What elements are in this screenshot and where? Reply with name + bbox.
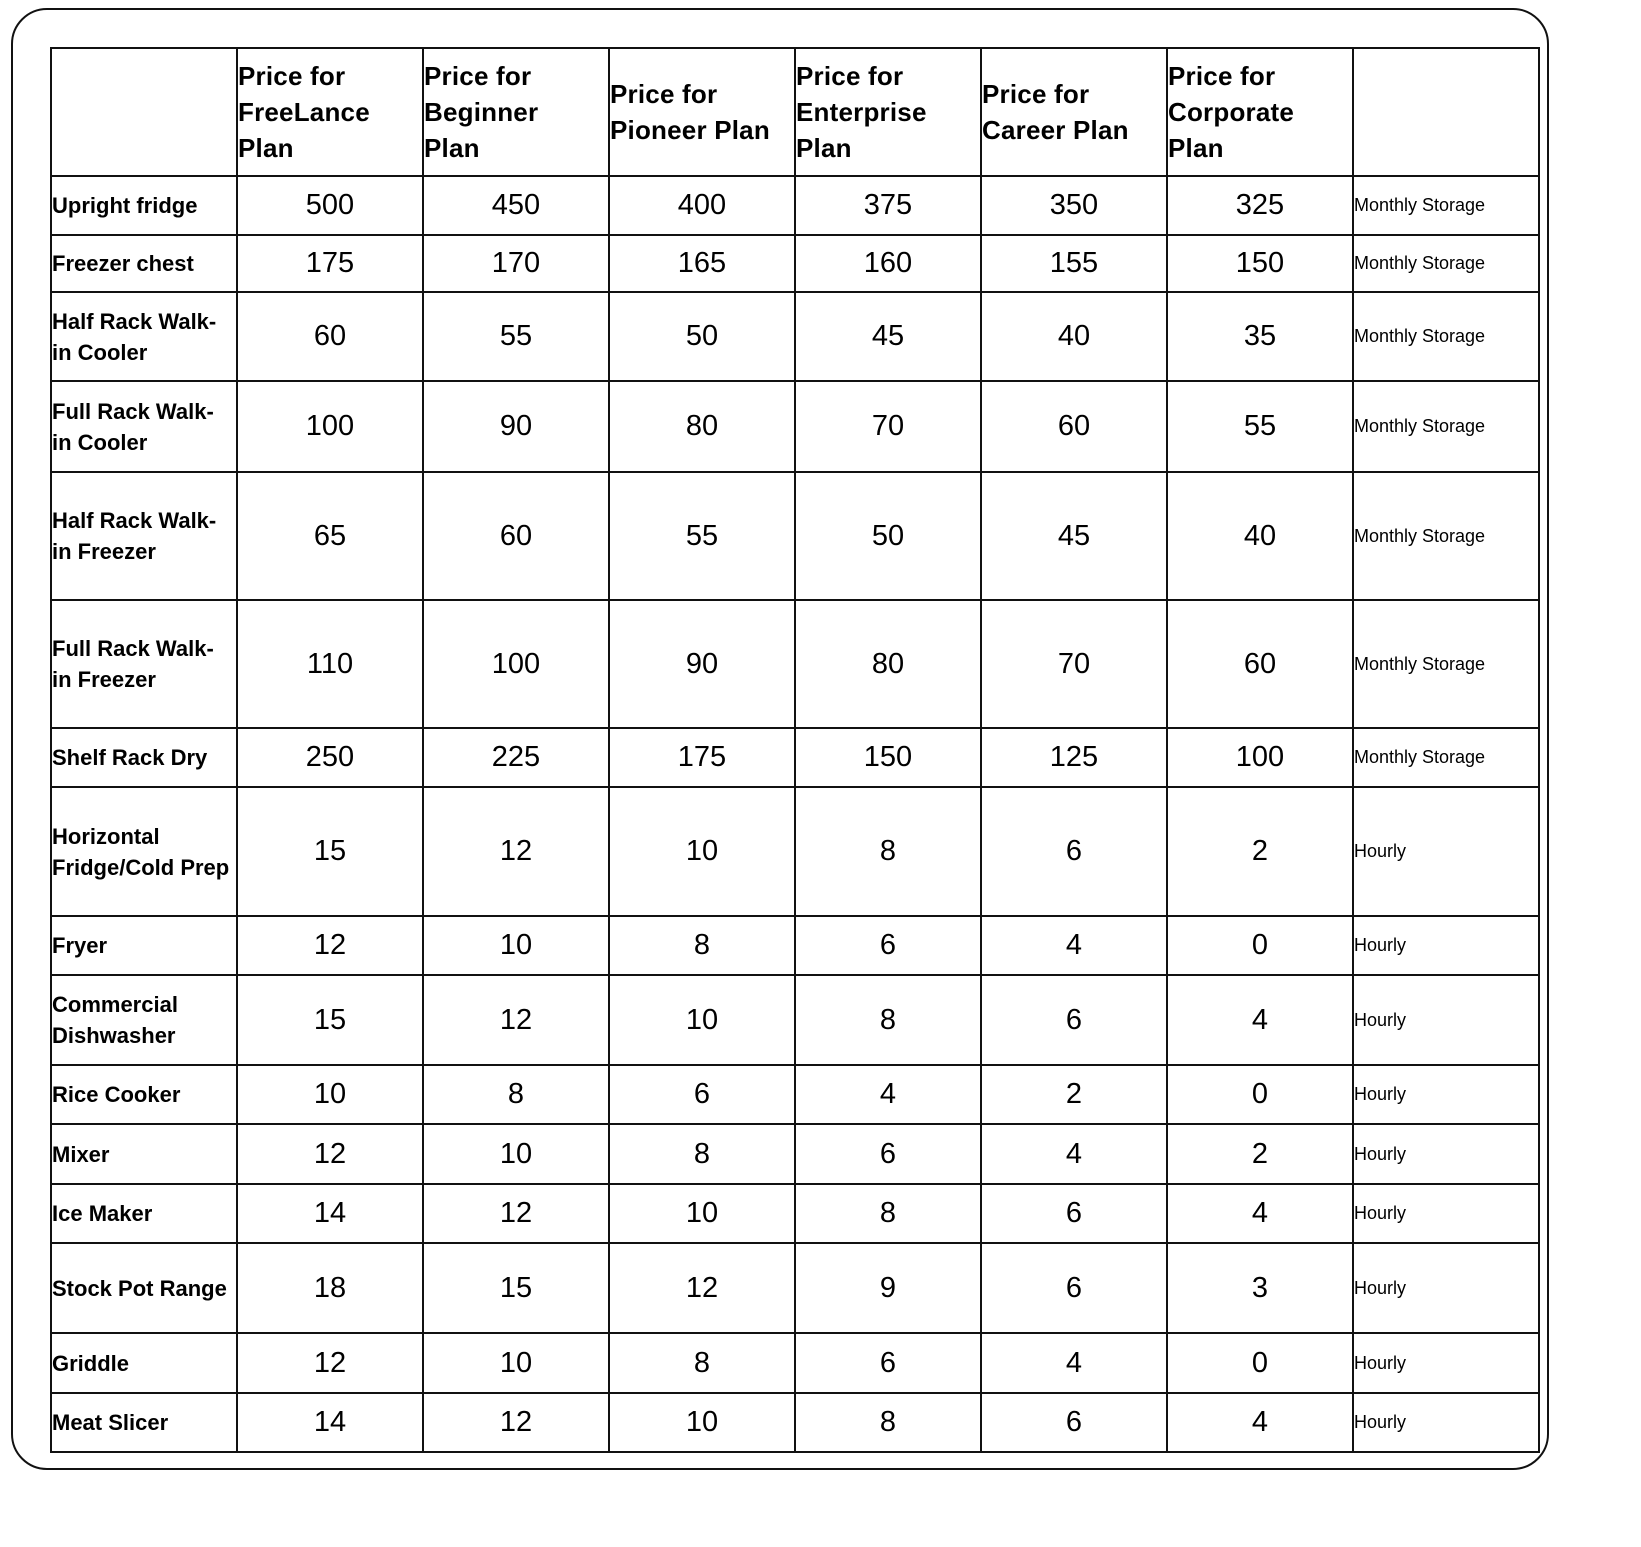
item-name-cell (51, 1393, 237, 1452)
table-row (51, 1184, 1539, 1243)
item-name: Fryer (52, 933, 108, 958)
item-name: Freezer chest (52, 251, 194, 276)
table-row (51, 1124, 1539, 1184)
item-name-cell (51, 1243, 237, 1333)
item-name: Full Rack Walk-in Cooler (52, 398, 214, 455)
price-cell: 55 (423, 292, 609, 381)
item-name-cell (51, 1124, 237, 1184)
billing-unit-cell: Monthly Storage (1353, 176, 1539, 235)
price-cell: 2 (1167, 1124, 1353, 1184)
pricing-table (50, 47, 1540, 1453)
price-cell: 55 (1167, 381, 1353, 472)
price-cell: 10 (423, 1333, 609, 1393)
billing-unit-cell: Hourly (1353, 1124, 1539, 1184)
item-name: Shelf Rack Dry (52, 745, 208, 770)
price-cell: 80 (795, 600, 981, 728)
price-cell: 8 (795, 975, 981, 1065)
item-name: Stock Pot Range (52, 1275, 227, 1301)
price-cell: 12 (237, 916, 423, 975)
table-row (51, 728, 1539, 787)
column-header-label: Price for Beginner Plan (424, 61, 539, 163)
price-cell: 6 (981, 1243, 1167, 1333)
price-cell: 10 (609, 975, 795, 1065)
price-cell: 8 (795, 1393, 981, 1452)
price-cell: 250 (237, 728, 423, 787)
price-cell: 400 (609, 176, 795, 235)
price-cell: 155 (981, 235, 1167, 292)
price-cell: 100 (1167, 728, 1353, 787)
item-name: Half Rack Walk-in Cooler (52, 308, 217, 365)
item-name: Meat Slicer (52, 1410, 169, 1435)
price-cell: 14 (237, 1393, 423, 1452)
item-name-cell (51, 600, 237, 728)
price-cell: 12 (237, 1124, 423, 1184)
table-row (51, 600, 1539, 728)
price-cell: 40 (1167, 472, 1353, 600)
price-cell: 55 (609, 472, 795, 600)
price-cell: 4 (981, 1333, 1167, 1393)
price-cell: 165 (609, 235, 795, 292)
price-cell: 90 (609, 600, 795, 728)
price-cell: 110 (237, 600, 423, 728)
column-header-beginner (423, 48, 609, 176)
table-row (51, 1065, 1539, 1124)
item-name: Upright fridge (52, 193, 198, 218)
pricing-table-body (51, 176, 1539, 1452)
price-cell: 12 (423, 975, 609, 1065)
item-name: Ice Maker (52, 1201, 153, 1226)
item-name-cell (51, 1333, 237, 1393)
item-name: Half Rack Walk-in Freezer (52, 508, 217, 564)
price-cell: 8 (423, 1065, 609, 1124)
price-cell: 14 (237, 1184, 423, 1243)
price-cell: 125 (981, 728, 1167, 787)
price-cell: 70 (795, 381, 981, 472)
billing-unit-cell: Hourly (1353, 975, 1539, 1065)
column-header-career (981, 48, 1167, 176)
price-cell: 160 (795, 235, 981, 292)
item-name-cell (51, 787, 237, 916)
price-cell: 100 (237, 381, 423, 472)
price-cell: 15 (237, 787, 423, 916)
price-cell: 12 (609, 1243, 795, 1333)
price-cell: 60 (981, 381, 1167, 472)
price-cell: 4 (795, 1065, 981, 1124)
price-cell: 10 (423, 1124, 609, 1184)
table-row (51, 292, 1539, 381)
price-cell: 6 (981, 1184, 1167, 1243)
price-cell: 100 (423, 600, 609, 728)
column-header-label: Price for FreeLance Plan (238, 61, 370, 163)
price-cell: 45 (795, 292, 981, 381)
billing-unit-cell: Hourly (1353, 1065, 1539, 1124)
table-row (51, 975, 1539, 1065)
price-cell: 6 (981, 1393, 1167, 1452)
price-cell: 3 (1167, 1243, 1353, 1333)
column-header-pioneer (609, 48, 795, 176)
price-cell: 450 (423, 176, 609, 235)
price-cell: 18 (237, 1243, 423, 1333)
price-cell: 325 (1167, 176, 1353, 235)
price-cell: 375 (795, 176, 981, 235)
price-cell: 8 (609, 916, 795, 975)
item-name-cell (51, 728, 237, 787)
column-header-freelance (237, 48, 423, 176)
table-row (51, 235, 1539, 292)
billing-unit-cell: Monthly Storage (1353, 381, 1539, 472)
item-name-cell (51, 176, 237, 235)
price-cell: 45 (981, 472, 1167, 600)
item-name: Horizontal Fridge/Cold Prep (52, 823, 230, 880)
item-name-cell (51, 975, 237, 1065)
price-cell: 2 (1167, 787, 1353, 916)
price-cell: 9 (795, 1243, 981, 1333)
price-cell: 175 (237, 235, 423, 292)
billing-unit-cell: Monthly Storage (1353, 600, 1539, 728)
price-cell: 35 (1167, 292, 1353, 381)
price-cell: 8 (609, 1124, 795, 1184)
table-row (51, 1393, 1539, 1452)
price-cell: 40 (981, 292, 1167, 381)
price-cell: 60 (1167, 600, 1353, 728)
table-row (51, 381, 1539, 472)
item-name: Mixer (52, 1141, 110, 1167)
item-name: Griddle (52, 1350, 130, 1376)
price-cell: 4 (981, 1124, 1167, 1184)
column-header-label: Price for Corporate Plan (1168, 61, 1295, 163)
price-cell: 350 (981, 176, 1167, 235)
price-cell: 0 (1167, 1065, 1353, 1124)
price-cell: 12 (423, 1393, 609, 1452)
price-cell: 150 (795, 728, 981, 787)
item-name-cell (51, 235, 237, 292)
item-name-cell (51, 1184, 237, 1243)
billing-unit-cell: Hourly (1353, 1184, 1539, 1243)
billing-unit-cell: Hourly (1353, 1393, 1539, 1452)
price-cell: 6 (981, 975, 1167, 1065)
item-name-cell (51, 916, 237, 975)
card-frame (11, 8, 1549, 1470)
billing-unit-cell: Monthly Storage (1353, 292, 1539, 381)
billing-unit-cell: Hourly (1353, 916, 1539, 975)
price-cell: 8 (609, 1333, 795, 1393)
billing-unit-cell: Hourly (1353, 1243, 1539, 1333)
price-cell: 12 (423, 787, 609, 916)
price-cell: 6 (795, 1124, 981, 1184)
price-cell: 50 (795, 472, 981, 600)
item-name-cell (51, 1065, 237, 1124)
price-cell: 225 (423, 728, 609, 787)
item-name: Full Rack Walk-in Freezer (52, 636, 214, 692)
price-cell: 12 (237, 1333, 423, 1393)
price-cell: 12 (423, 1184, 609, 1243)
column-header-corporate (1167, 48, 1353, 176)
price-cell: 2 (981, 1065, 1167, 1124)
item-name: Commercial Dishwasher (52, 992, 178, 1048)
column-header-label: Price for Pioneer Plan (610, 79, 770, 145)
price-cell: 60 (423, 472, 609, 600)
price-cell: 10 (237, 1065, 423, 1124)
billing-unit-cell: Hourly (1353, 1333, 1539, 1393)
price-cell: 8 (795, 1184, 981, 1243)
billing-unit-cell: Monthly Storage (1353, 472, 1539, 600)
price-cell: 60 (237, 292, 423, 381)
price-cell: 175 (609, 728, 795, 787)
item-name-cell (51, 292, 237, 381)
price-cell: 10 (423, 916, 609, 975)
price-cell: 10 (609, 1393, 795, 1452)
table-row (51, 176, 1539, 235)
item-name: Rice Cooker (52, 1082, 181, 1107)
table-row (51, 1333, 1539, 1393)
price-cell: 10 (609, 1184, 795, 1243)
price-cell: 10 (609, 787, 795, 916)
price-cell: 6 (795, 1333, 981, 1393)
table-row (51, 787, 1539, 916)
price-cell: 15 (237, 975, 423, 1065)
billing-unit-cell: Monthly Storage (1353, 235, 1539, 292)
price-cell: 6 (795, 916, 981, 975)
price-cell: 50 (609, 292, 795, 381)
price-cell: 15 (423, 1243, 609, 1333)
table-row (51, 916, 1539, 975)
price-cell: 6 (609, 1065, 795, 1124)
price-cell: 8 (795, 787, 981, 916)
price-cell: 4 (1167, 1184, 1353, 1243)
price-cell: 0 (1167, 916, 1353, 975)
table-row (51, 1243, 1539, 1333)
price-cell: 4 (1167, 975, 1353, 1065)
price-cell: 4 (981, 916, 1167, 975)
item-name-cell (51, 381, 237, 472)
price-cell: 4 (1167, 1393, 1353, 1452)
column-header-enterprise (795, 48, 981, 176)
item-name-cell (51, 472, 237, 600)
header-row (51, 48, 1539, 176)
price-cell: 6 (981, 787, 1167, 916)
price-cell: 70 (981, 600, 1167, 728)
price-cell: 500 (237, 176, 423, 235)
price-cell: 0 (1167, 1333, 1353, 1393)
price-cell: 150 (1167, 235, 1353, 292)
price-cell: 80 (609, 381, 795, 472)
billing-unit-cell: Monthly Storage (1353, 728, 1539, 787)
billing-unit-cell: Hourly (1353, 787, 1539, 916)
price-cell: 65 (237, 472, 423, 600)
price-cell: 170 (423, 235, 609, 292)
column-header-label: Price for Enterprise Plan (796, 61, 927, 163)
corner-cell (51, 48, 237, 176)
column-header-label: Price for Career Plan (982, 79, 1129, 145)
price-cell: 90 (423, 381, 609, 472)
table-row (51, 472, 1539, 600)
column-header-unit (1353, 48, 1539, 176)
